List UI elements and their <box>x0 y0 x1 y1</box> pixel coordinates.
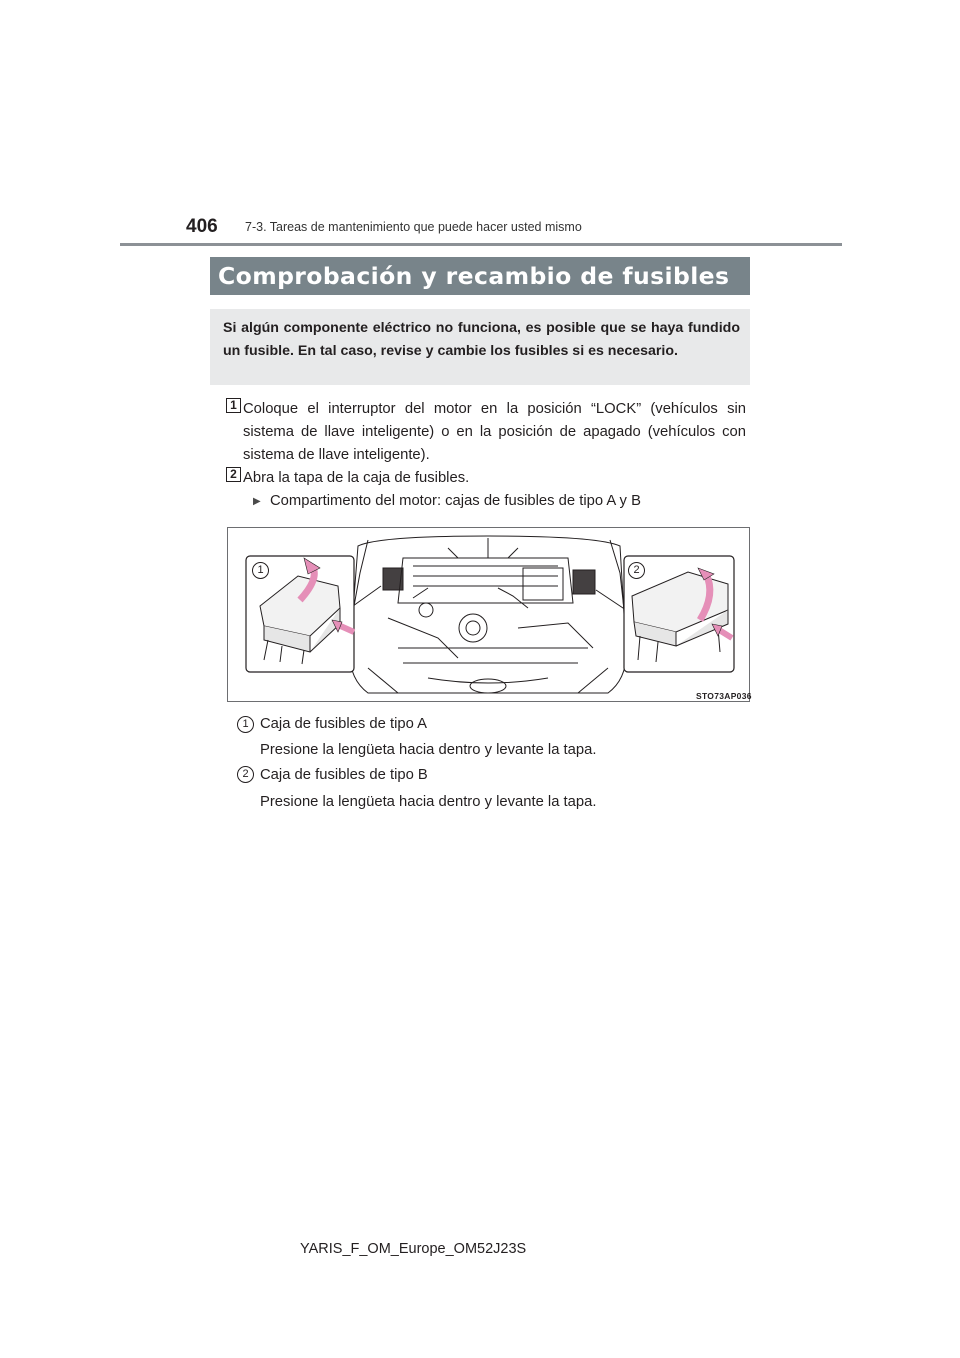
step-number-1: 1 <box>226 398 241 413</box>
legend-callout-1: 1 <box>237 716 254 733</box>
engine-illustration <box>228 528 749 701</box>
bullet-arrow-icon: ▶ <box>253 496 261 507</box>
legend-desc-2: Presione la lengüeta hacia dentro y levante la tapa. <box>260 794 597 810</box>
legend-desc-1: Presione la lengüeta hacia dentro y levante la tapa. <box>260 742 597 758</box>
legend-title-2: Caja de fusibles de tipo B <box>260 767 428 783</box>
header-rule <box>120 243 842 246</box>
legend-callout-2: 2 <box>237 766 254 783</box>
step-text-2: Abra la tapa de la caja de fusibles. <box>243 470 470 486</box>
step-number-2: 2 <box>226 467 241 482</box>
page-number: 406 <box>186 216 218 237</box>
figure-engine-compartment <box>227 527 750 702</box>
legend-title-1: Caja de fusibles de tipo A <box>260 716 427 732</box>
page-title: Comprobación y recambio de fusibles <box>210 257 750 295</box>
bullet-text: Compartimento del motor: cajas de fusibles de tipo A y B <box>270 493 641 509</box>
intro-box <box>210 309 750 385</box>
figure-callout-1: 1 <box>252 562 269 579</box>
step-text-1: Coloque el interruptor del motor en la posición “LOCK” (vehículos sin sistema de llave inteligente) o en la posición de apagado (vehículos con sistema de llave inteligente). <box>243 401 746 463</box>
figure-code: STO73AP036 <box>696 691 752 701</box>
intro-text: Si algún componente eléctrico no funciona, es posible que se haya fundido un fusible. En tal caso, revise y cambie los fusibles si es necesario. <box>223 320 740 359</box>
section-title: 7-3. Tareas de mantenimiento que puede hacer usted mismo <box>245 220 582 234</box>
figure-callout-2: 2 <box>628 562 645 579</box>
footer-document-code: YARIS_F_OM_Europe_OM52J23S <box>300 1241 527 1257</box>
